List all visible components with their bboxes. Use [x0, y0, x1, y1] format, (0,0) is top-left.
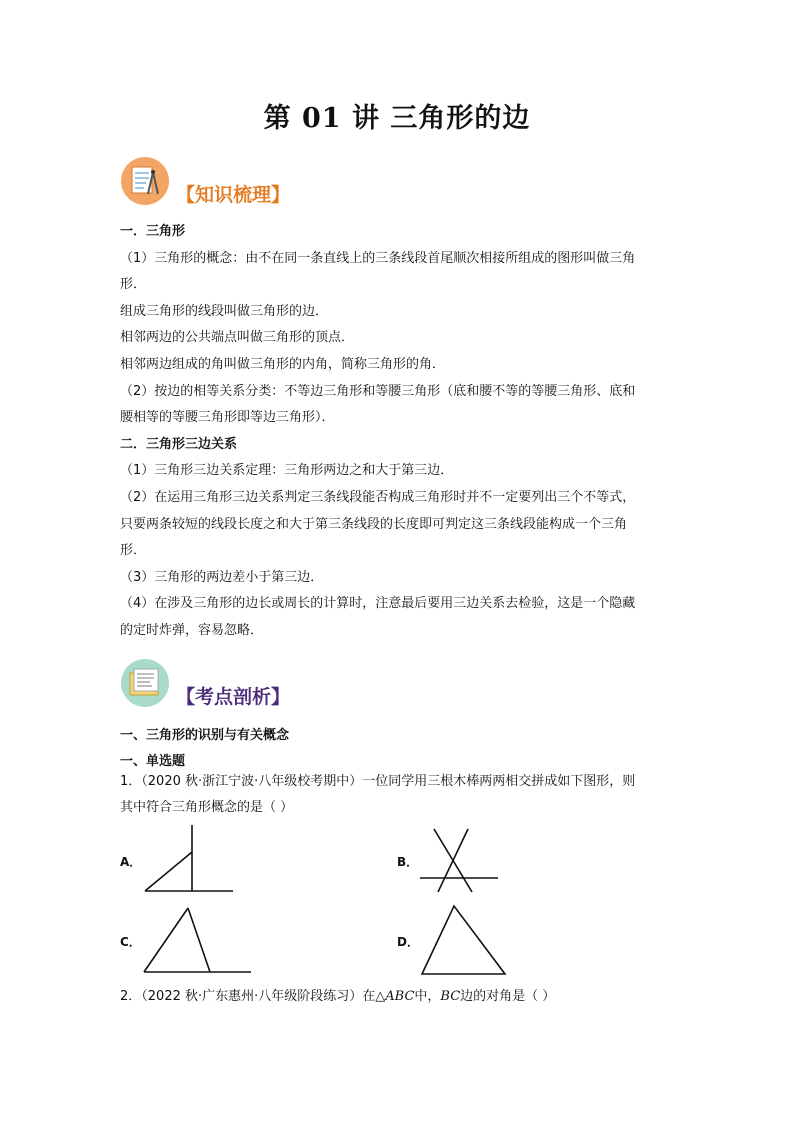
option-b-figure[interactable]: [418, 828, 500, 894]
question-1-line1: 1．（2020 秋·浙江宁波·八年级校考期中）一位同学用三根木棒两两相交拼成如下图形，则: [120, 774, 636, 789]
notebook-compass-icon: [120, 156, 170, 206]
text-line: 的定时炸弹，容易忽略．: [120, 622, 264, 638]
text-line: （2）在运用三角形三边关系判定三条线段能否构成三角形时并不一定要列出三个不等式，: [120, 489, 636, 505]
topic-heading: 一、三角形的识别与有关概念: [120, 728, 290, 743]
question-2-prefix: 2．（2022 秋·广东惠州·八年级阶段练习）在: [120, 989, 376, 1004]
text-line: （4）在涉及三角形的边长或周长的计算时，注意最后要用三边关系去检验，这是一个隐藏: [120, 596, 636, 612]
text-line: 组成三角形的线段叫做三角形的边．: [120, 303, 329, 319]
text-line: 只要两条较短的线段长度之和大于第三条线段的长度即可判定这三条线段能构成一个三角: [120, 516, 628, 532]
option-c-figure[interactable]: [140, 904, 255, 976]
question-1-line2: 其中符合三角形概念的是（ ）: [120, 800, 294, 815]
text-line: 腰相等的等腰三角形即等边三角形）．: [120, 410, 335, 426]
text-line: 相邻两边的公共端点叫做三角形的顶点．: [120, 330, 355, 346]
section-knowledge-label: 【知识梳理】: [176, 184, 291, 206]
text-line: 形．: [120, 277, 147, 293]
text-line: 形．: [120, 543, 147, 559]
heading-side-relation: 二．三角形三边关系: [120, 436, 238, 452]
knowledge-content: [120, 219, 680, 645]
option-a-figure[interactable]: [140, 825, 240, 895]
question-2: [120, 984, 680, 1010]
section-analysis-label: 【考点剖析】: [176, 686, 291, 708]
option-c-label[interactable]: C．: [120, 935, 141, 949]
question-2-suffix: 边的对角是（ ）: [460, 989, 556, 1004]
page-title: 第 01 讲 三角形的边: [263, 103, 531, 134]
text-line: （1）三角形的概念：由不在同一条直线上的三条线段首尾顺次相接所组成的图形叫做三角: [120, 250, 636, 266]
question-2-side: BC: [440, 989, 461, 1004]
option-d-label[interactable]: D．: [397, 935, 419, 949]
section-analysis-header: [120, 658, 520, 710]
subtopic-heading: 一、单选题: [120, 754, 186, 769]
heading-triangle: 一．三角形: [120, 224, 186, 239]
text-line: （3）三角形的两边差小于第三边．: [120, 569, 324, 585]
option-b-label[interactable]: B．: [397, 855, 419, 869]
question-1: [120, 769, 680, 821]
section-knowledge-header: [120, 156, 520, 208]
text-line: （2）按边的相等关系分类：不等边三角形和等腰三角形（底和腰不等的等腰三角形、底和: [120, 383, 636, 399]
option-a-label[interactable]: A．: [120, 855, 142, 869]
option-d-figure[interactable]: [418, 902, 510, 978]
text-line: 相邻两边组成的角叫做三角形的内角，简称三角形的角．: [120, 356, 446, 372]
question-2-middle: 中，: [414, 989, 441, 1004]
text-line: （1）三角形三边关系定理：三角形两边之和大于第三边．: [120, 463, 454, 479]
question-2-triangle: △ABC: [375, 989, 415, 1004]
document-folder-icon: [120, 658, 170, 708]
